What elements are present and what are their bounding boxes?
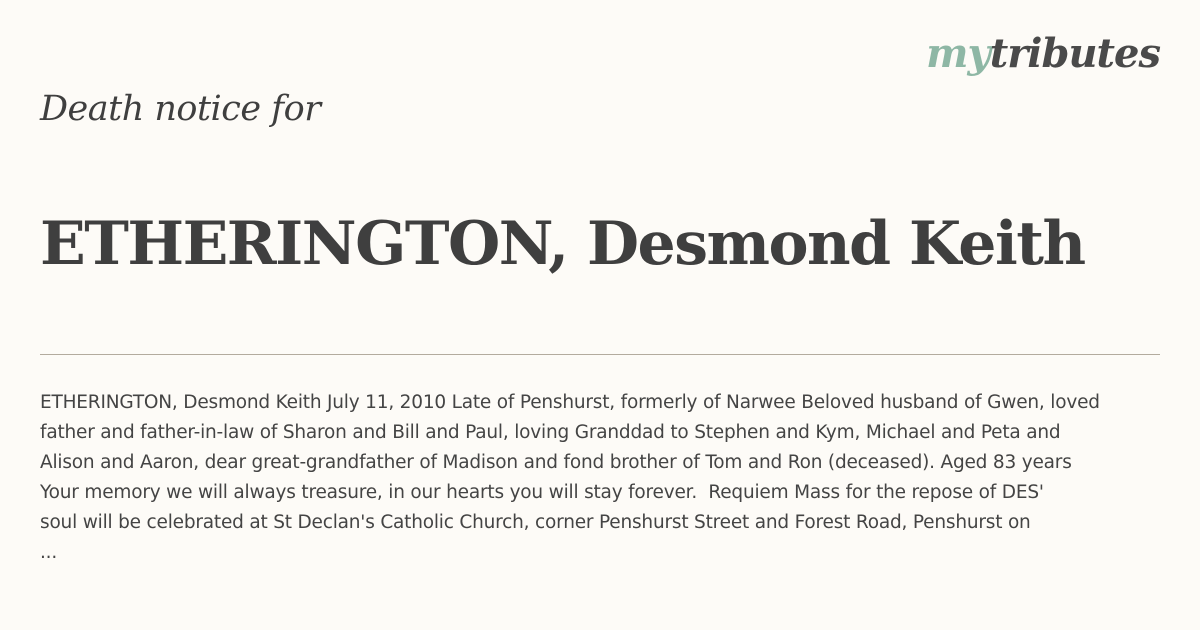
notice-line: soul will be celebrated at St Declan's Catholic Church, corner Penshurst Street and Forest Road, Penshurst on — [40, 512, 1031, 533]
notice-line: father and father-in-law of Sharon and Bill and Paul, loving Granddad to Stephen and Kym, Michael and Peta and — [40, 422, 1061, 443]
notice-line: Your memory we will always treasure, in our hearts you will stay forever. Requiem Mass for the repose of DES' — [40, 482, 1044, 503]
notice-heading: Death notice for — [40, 89, 321, 129]
notice-body — [40, 388, 1195, 568]
divider — [40, 354, 1160, 355]
notice-line: Alison and Aaron, dear great-grandfather of Madison and fond brother of Tom and Ron (deceased). Aged 83 years — [40, 452, 1072, 473]
mytributes-logo[interactable] — [926, 30, 1160, 77]
notice-ellipsis: ... — [40, 542, 58, 563]
logo-suffix: tributes — [989, 30, 1160, 77]
notice-line: ETHERINGTON, Desmond Keith July 11, 2010 Late of Penshurst, formerly of Narwee Beloved husband of Gwen, loved — [40, 392, 1100, 413]
logo-prefix: my — [926, 30, 990, 77]
deceased-name: ETHERINGTON, Desmond Keith — [40, 209, 1085, 279]
